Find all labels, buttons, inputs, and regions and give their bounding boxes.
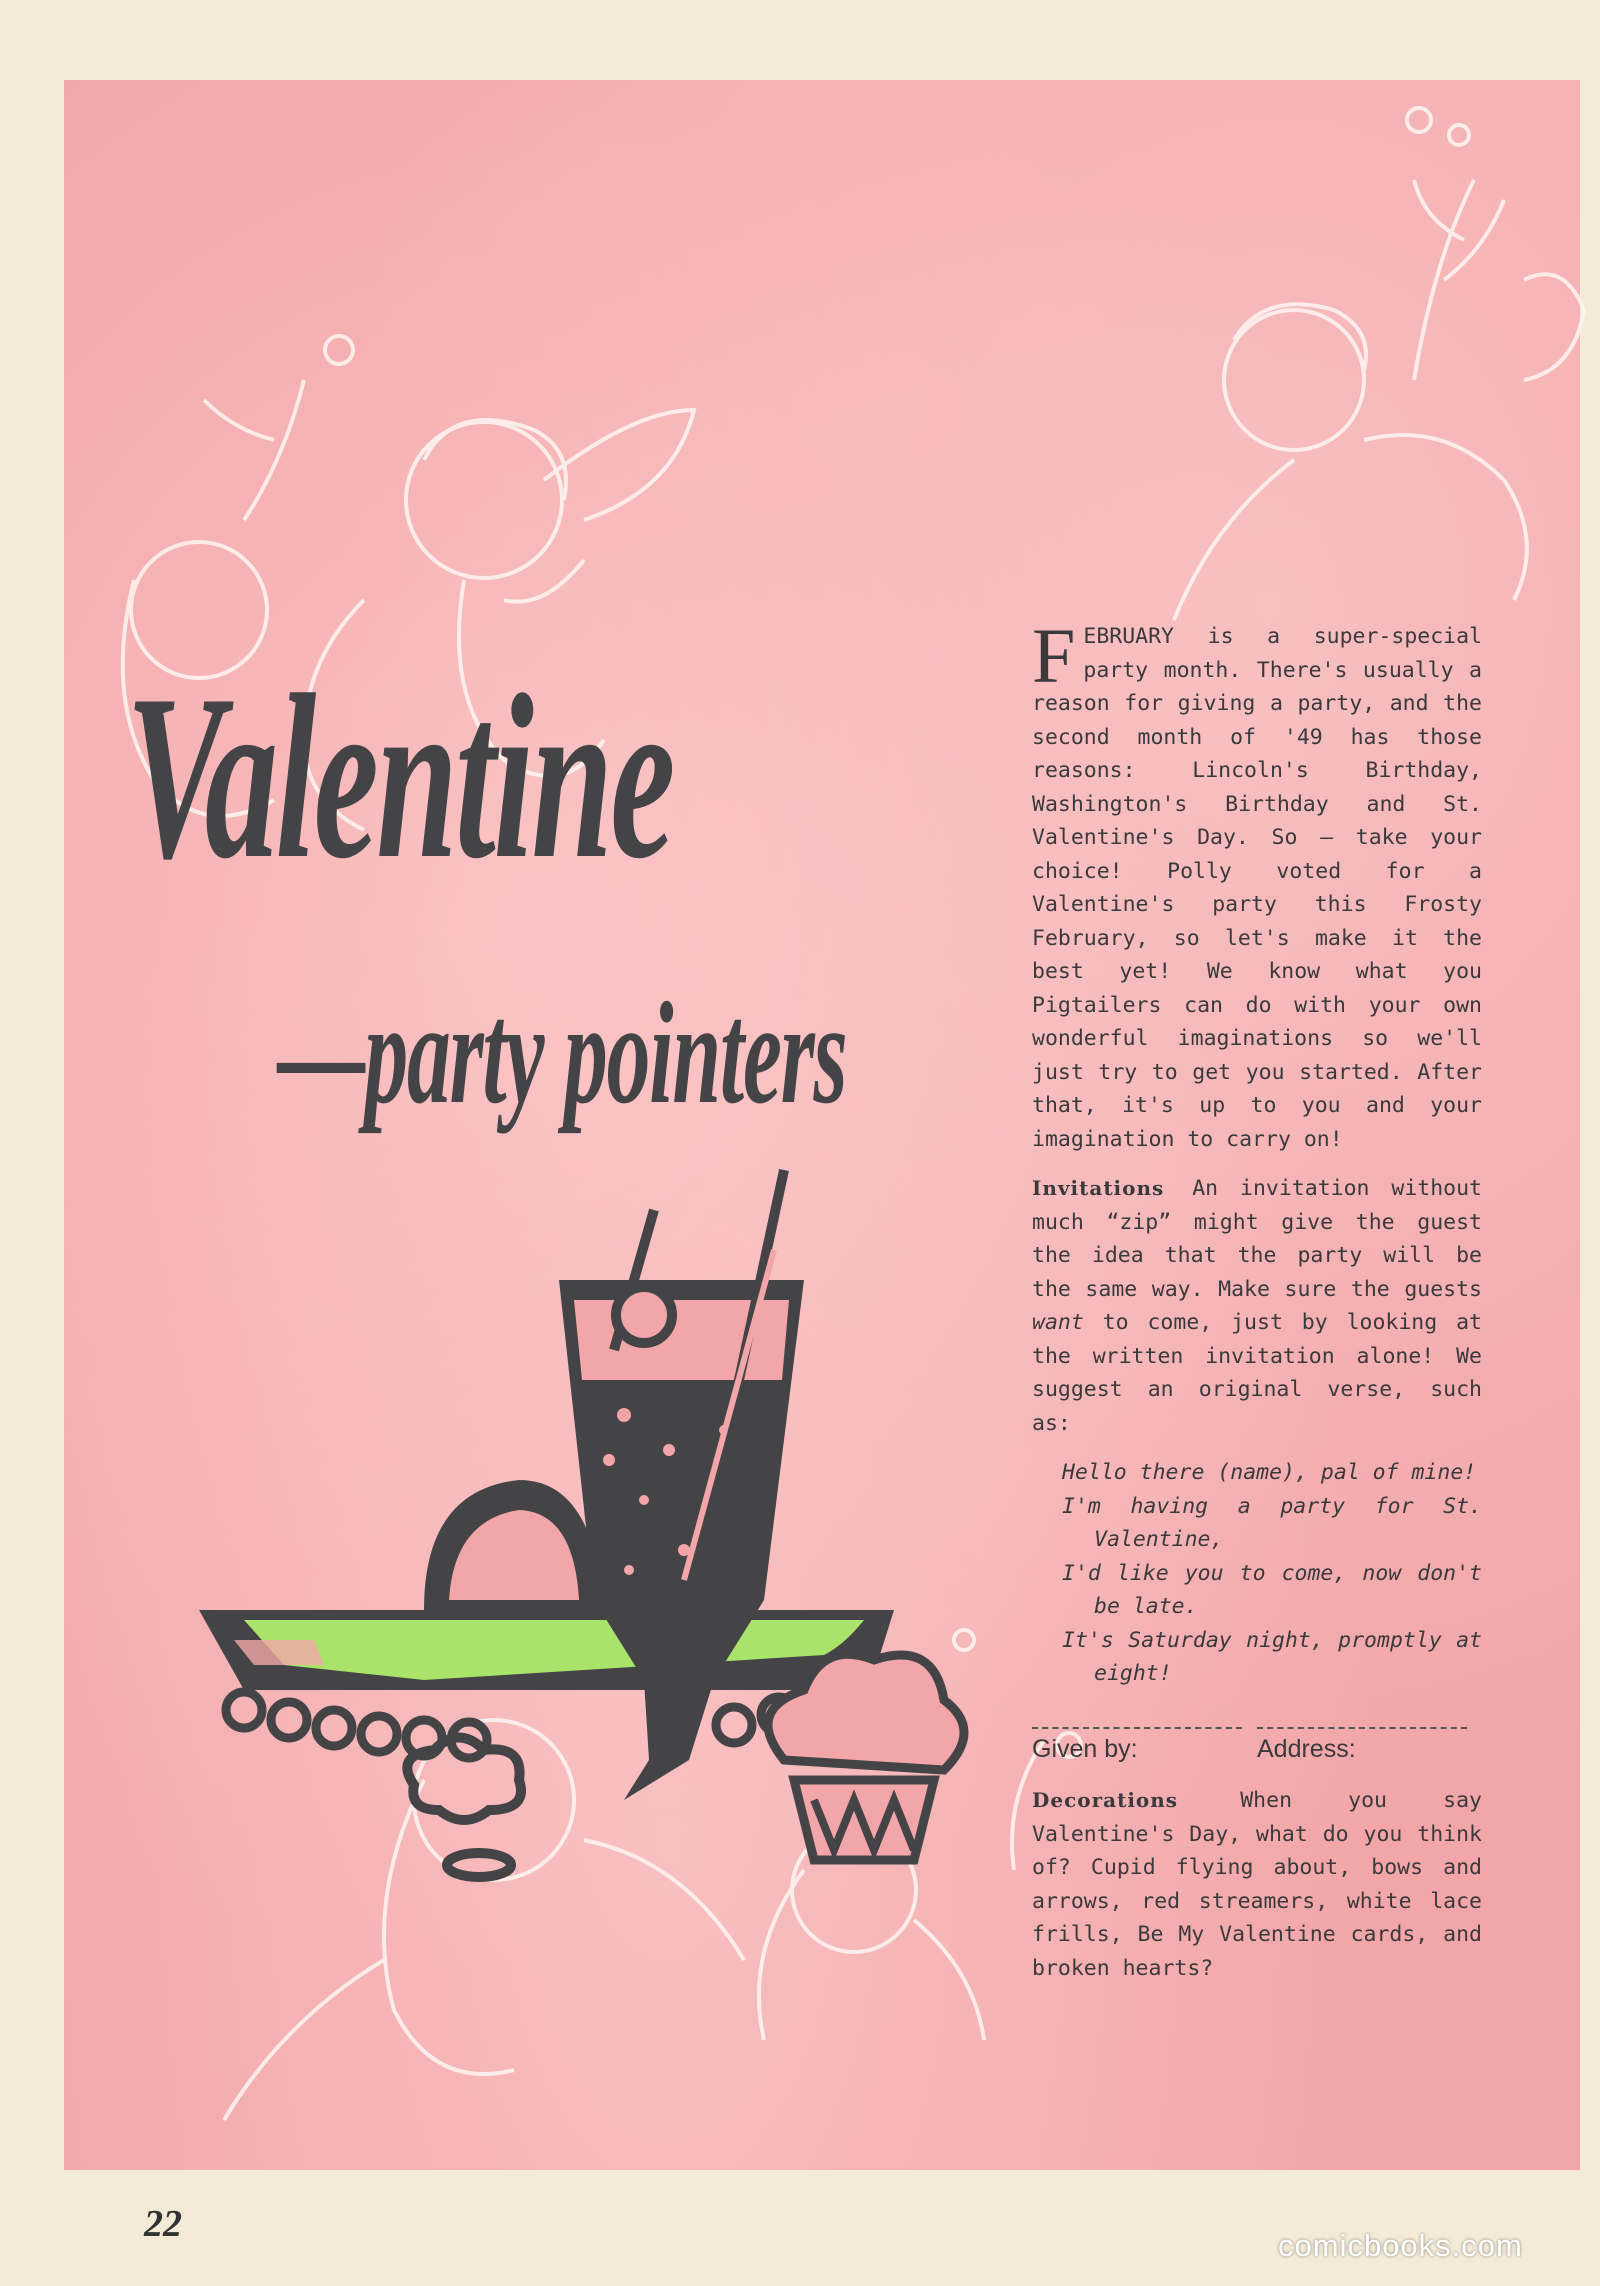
drop-cap: F <box>1032 612 1076 699</box>
page-title: Valentine <box>126 647 673 908</box>
dashed-rule <box>1257 1727 1467 1729</box>
intro-paragraph <box>1032 612 1482 1156</box>
decorations-heading: Decorations <box>1032 1788 1179 1812</box>
site-watermark: comicbooks.com <box>1278 2228 1523 2263</box>
invitations-heading: Invitations <box>1032 1176 1165 1200</box>
verse-line: Hello there (name), pal of mine! <box>1062 1460 1477 1485</box>
article-column <box>1032 612 1482 2001</box>
verse-line: I'd like you to come, now don't be late. <box>1062 1560 1482 1619</box>
intro-text: EBRUARY is a super-special party month. There's usually a reason for giving a party, and the second month of '49 has those reasons: Lincoln's Birthday, Washington's Birthday and St. Valentine's Day. So — take your choice! Polly voted for a Valentine's party this Frosty February, so let's make it the best yet! We know what you Pigtailers can do with your own wonderful imaginations so we'll just try to get you started. After that, it's up to you and your imagination to carry on! <box>1032 624 1482 1152</box>
invitations-paragraph <box>1032 1172 1482 1440</box>
invitations-text-end: to come, just by looking at the written invitation alone! We suggest an original verse, such as: <box>1032 1310 1482 1436</box>
invitations-emphasis: want <box>1032 1310 1084 1335</box>
decorations-text: When you say Valentine's Day, what do you think of? Cupid flying about, bows and arrows, red streamers, white lace frills, Be My Valentine cards, and broken hearts? <box>1032 1788 1482 1981</box>
page-subtitle: —party pointers <box>278 972 847 1134</box>
decorations-paragraph <box>1032 1784 1482 1985</box>
page-number: 22 <box>144 2203 182 2245</box>
soda-and-cupcake-illustration <box>124 1120 1024 1880</box>
given-by-label: Given by: <box>1032 1734 1138 1763</box>
magazine-page <box>64 80 1580 2245</box>
invitation-verse <box>1032 1456 1482 1691</box>
invitations-text-start: An invitation without much “zip” might give the guest the idea that the party will be the same way. Make sure the guests <box>1032 1176 1482 1302</box>
verse-line: It's Saturday night, promptly at eight! <box>1062 1627 1482 1686</box>
verse-line: I'm having a party for St. Valentine, <box>1062 1493 1482 1552</box>
address-label: Address: <box>1257 1734 1356 1763</box>
invitation-form-fields <box>1032 1713 1482 1767</box>
address-field <box>1257 1713 1482 1767</box>
dashed-rule <box>1032 1727 1242 1729</box>
given-by-field <box>1032 1713 1257 1767</box>
